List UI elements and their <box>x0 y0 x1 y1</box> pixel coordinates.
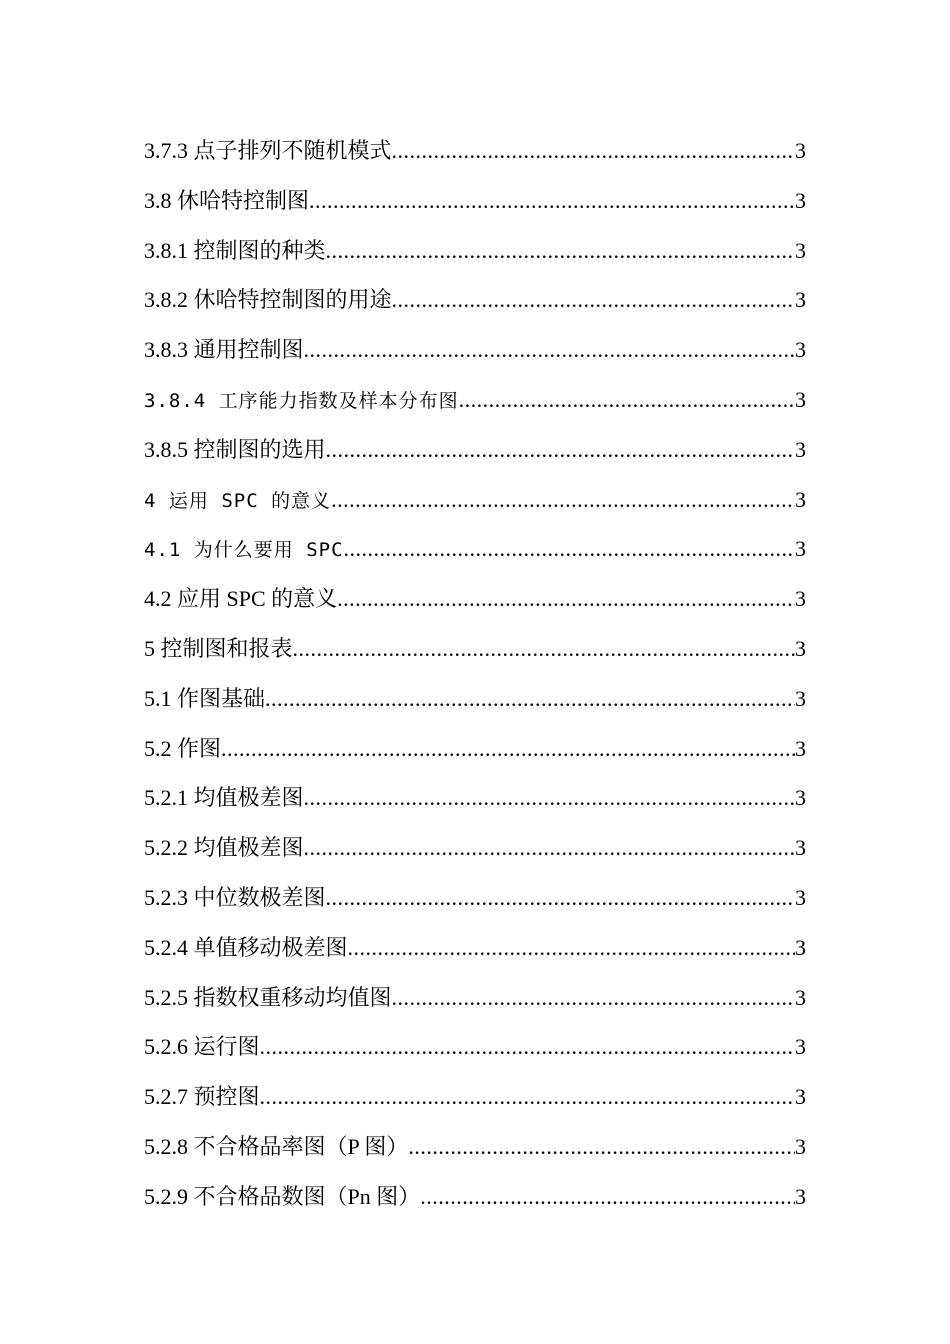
toc-page-number: 3 <box>795 586 806 612</box>
dot-leader <box>326 425 795 475</box>
toc-entry-title: 3.7.3 点子排列不随机模式 <box>144 138 392 163</box>
toc-page-number: 3 <box>795 1183 806 1209</box>
toc-page-number: 3 <box>795 785 806 811</box>
dot-leader <box>392 973 795 1023</box>
dot-leader <box>304 325 795 375</box>
toc-entry-title: 4.1 为什么要用 SPC <box>144 539 344 562</box>
dot-leader <box>348 923 795 973</box>
toc-entry-title: 5.2.5 指数权重移动均值图 <box>144 984 392 1010</box>
toc-entry-title: 5.1 作图基础 <box>144 685 266 711</box>
toc-entry-title: 5.2.4 单值移动极差图 <box>144 934 348 960</box>
dot-leader <box>344 524 795 574</box>
dot-leader <box>337 574 795 624</box>
toc-entry-title: 3.8 休哈特控制图 <box>144 187 310 213</box>
toc-page-number: 3 <box>795 536 806 562</box>
toc-entry[interactable] <box>144 226 806 276</box>
toc-entry[interactable] <box>144 624 806 674</box>
toc-entry-title: 5 控制图和报表 <box>144 635 293 661</box>
dot-leader <box>221 724 795 774</box>
toc-page-number: 3 <box>795 1084 806 1110</box>
toc-entry-title: 5.2.2 均值极差图 <box>144 835 304 861</box>
toc-entry[interactable] <box>144 724 806 774</box>
toc-page-number: 3 <box>795 436 806 462</box>
toc-page-number: 3 <box>795 237 806 263</box>
toc-entry-title: 3.8.1 控制图的种类 <box>144 237 326 263</box>
toc-entry-title: 4.2 应用 SPC 的意义 <box>144 586 338 612</box>
toc-entry-title: 3.8.4 工序能力指数及样本分布图 <box>144 389 459 412</box>
toc-entry-title: 5.2 作图 <box>144 735 222 761</box>
toc-page-number: 3 <box>795 486 806 512</box>
toc-page-number: 3 <box>795 835 806 861</box>
toc-entry[interactable] <box>144 674 806 724</box>
toc-entry[interactable] <box>144 176 806 226</box>
toc-entry-title: 5.2.7 预控图 <box>144 1084 260 1110</box>
dot-leader <box>326 226 795 276</box>
toc-page-number: 3 <box>795 287 806 313</box>
toc-entry[interactable] <box>144 325 806 375</box>
table-of-contents <box>144 126 806 1222</box>
toc-entry-title: 3.8.5 控制图的选用 <box>144 436 326 462</box>
dot-leader <box>304 823 795 873</box>
dot-leader <box>392 126 795 176</box>
toc-entry[interactable] <box>144 1122 806 1172</box>
toc-page-number: 3 <box>795 337 806 363</box>
toc-entry-title: 5.2.9 不合格品数图（Pn 图） <box>144 1183 421 1209</box>
dot-leader <box>260 1022 795 1072</box>
toc-entry-title: 5.2.1 均值极差图 <box>144 785 304 811</box>
toc-entry[interactable] <box>144 1072 806 1122</box>
toc-entry[interactable] <box>144 375 806 425</box>
toc-page-number: 3 <box>795 635 806 661</box>
toc-entry-title: 3.8.3 通用控制图 <box>144 337 304 363</box>
toc-entry[interactable] <box>144 524 806 574</box>
toc-entry[interactable] <box>144 574 806 624</box>
dot-leader <box>459 375 795 425</box>
toc-entry-title: 4 运用 SPC 的意义 <box>144 489 332 512</box>
toc-page-number: 3 <box>795 386 806 412</box>
toc-page-number: 3 <box>795 1034 806 1060</box>
toc-entry-title: 3.8.2 休哈特控制图的用途 <box>144 287 392 313</box>
toc-entry-title: 5.2.8 不合格品率图（P 图） <box>144 1133 409 1159</box>
toc-entry[interactable] <box>144 1022 806 1072</box>
toc-entry-title: 5.2.6 运行图 <box>144 1034 260 1060</box>
toc-page-number: 3 <box>795 884 806 910</box>
dot-leader <box>331 475 795 525</box>
toc-entry[interactable] <box>144 275 806 325</box>
dot-leader <box>408 1122 795 1172</box>
dot-leader <box>293 624 795 674</box>
toc-entry[interactable] <box>144 126 806 176</box>
toc-page-number: 3 <box>795 1133 806 1159</box>
toc-page-number: 3 <box>795 187 806 213</box>
toc-entry[interactable] <box>144 923 806 973</box>
dot-leader <box>326 873 795 923</box>
toc-entry[interactable] <box>144 1172 806 1222</box>
toc-entry-title: 5.2.3 中位数极差图 <box>144 884 326 910</box>
toc-entry[interactable] <box>144 973 806 1023</box>
toc-entry[interactable] <box>144 873 806 923</box>
dot-leader <box>392 275 795 325</box>
dot-leader <box>260 1072 795 1122</box>
toc-page-number: 3 <box>795 138 806 163</box>
dot-leader <box>420 1172 795 1222</box>
toc-page-number: 3 <box>795 984 806 1010</box>
toc-page-number: 3 <box>795 685 806 711</box>
toc-page-number: 3 <box>795 934 806 960</box>
toc-entry[interactable] <box>144 475 806 525</box>
dot-leader <box>304 773 795 823</box>
toc-entry[interactable] <box>144 425 806 475</box>
toc-page-number: 3 <box>795 735 806 761</box>
toc-entry[interactable] <box>144 773 806 823</box>
toc-entry[interactable] <box>144 823 806 873</box>
dot-leader <box>265 674 795 724</box>
dot-leader <box>309 176 795 226</box>
